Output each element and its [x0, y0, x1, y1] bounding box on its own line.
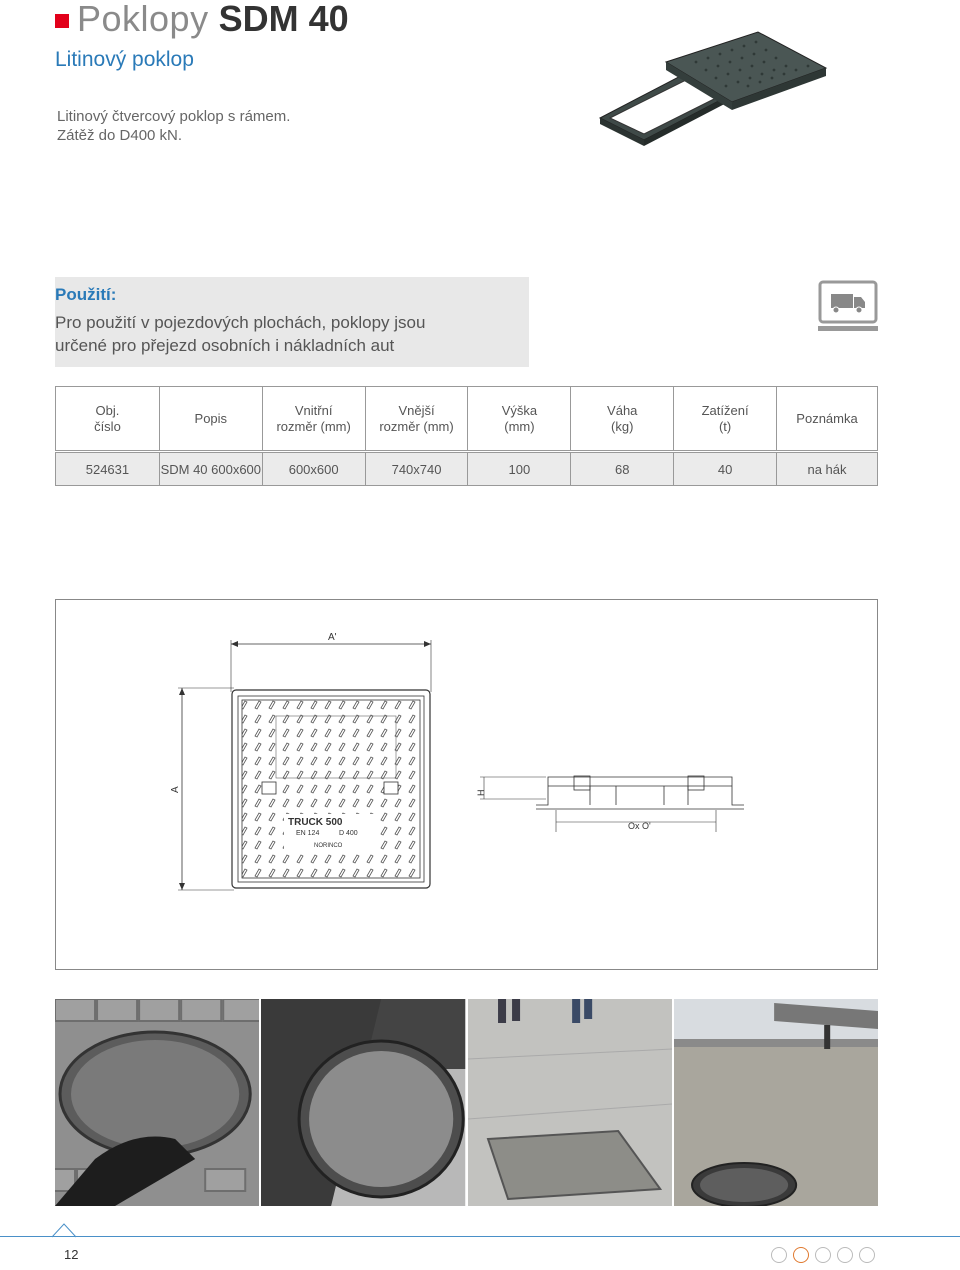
header-line: Vnější	[398, 402, 435, 418]
label-a-prime: A'	[328, 632, 337, 643]
drawing-svg	[56, 600, 877, 969]
photo-airport-round-cover	[674, 999, 878, 1206]
label-oxo: Ox O'	[628, 821, 651, 831]
usage-label: Použití:	[55, 285, 117, 304]
product-description	[57, 107, 290, 145]
title-light: Poklopy	[77, 0, 209, 39]
header-line: Zatížení	[701, 402, 749, 418]
page-number: 12	[64, 1247, 79, 1262]
spec-table	[55, 386, 878, 486]
cover-text: TRUCK 500	[288, 817, 343, 828]
header-line: rozměr (mm)	[276, 418, 351, 434]
lifting-keyhole	[384, 782, 398, 794]
col-header	[674, 387, 777, 451]
usage-line: určené pro přejezd osobních i nákladních aut	[55, 336, 395, 355]
header-line: Poznámka	[796, 410, 858, 426]
header-line: číslo	[94, 418, 121, 434]
cover-text: EN 124	[296, 830, 320, 837]
product-photo	[596, 20, 836, 165]
subtitle: Litinový poklop	[55, 48, 194, 71]
desc-line: Zátěž do D400 kN.	[57, 127, 183, 144]
usage-text	[55, 311, 529, 357]
cover-text: NORINCO	[314, 843, 343, 849]
pagination-dot	[837, 1247, 853, 1263]
col-header	[777, 387, 878, 451]
red-square-bullet	[55, 14, 69, 28]
table-cell: 740x740	[365, 453, 468, 486]
label-h: H	[476, 789, 486, 796]
col-header	[571, 387, 674, 451]
usage-line: Pro použití v pojezdových plochách, poklopy jsou	[55, 313, 426, 332]
pagination-dot	[771, 1247, 787, 1263]
header-line: Váha	[607, 402, 638, 418]
table-cell: 524631	[56, 453, 160, 486]
col-header	[468, 387, 571, 451]
table-cell: 40	[674, 453, 777, 486]
truck-icon	[818, 280, 878, 332]
col-header	[262, 387, 365, 451]
header-line: (kg)	[611, 418, 634, 434]
header-line: Obj.	[95, 402, 120, 418]
table-cell: 68	[571, 453, 674, 486]
table-cell: na hák	[777, 453, 878, 486]
page-title	[55, 0, 349, 38]
header-line: Vnitřní	[294, 402, 333, 418]
application-photos	[55, 999, 878, 1206]
header-line: (mm)	[504, 418, 535, 434]
photo-round-cover-shadow	[261, 999, 465, 1206]
col-header	[56, 387, 160, 451]
usage-box	[55, 277, 529, 367]
table-row	[56, 453, 878, 486]
cover-text: D 400	[339, 830, 358, 837]
col-header	[159, 387, 262, 451]
photo-square-cover-pavement	[468, 999, 672, 1206]
pagination-dot	[859, 1247, 875, 1263]
footer-divider	[0, 1236, 960, 1237]
pagination-dot-active	[793, 1247, 809, 1263]
pagination-dots	[771, 1247, 875, 1263]
table-header-row	[56, 387, 878, 451]
title-bold: SDM 40	[218, 0, 349, 39]
header-line: Výška	[501, 402, 538, 418]
label-a: A	[170, 786, 181, 793]
header-line: rozměr (mm)	[379, 418, 454, 434]
desc-line: Litinový čtvercový poklop s rámem.	[57, 108, 291, 125]
technical-drawing	[55, 599, 878, 970]
col-header	[365, 387, 468, 451]
pagination-dot	[815, 1247, 831, 1263]
header-line: (t)	[718, 418, 732, 434]
photo-cobblestone-round-cover	[55, 999, 259, 1206]
table-cell: SDM 40 600x600	[159, 453, 262, 486]
cover-section-view	[536, 776, 744, 809]
lifting-keyhole	[262, 782, 276, 794]
header-line: Popis	[194, 410, 228, 426]
table-cell: 600x600	[262, 453, 365, 486]
table-cell: 100	[468, 453, 571, 486]
